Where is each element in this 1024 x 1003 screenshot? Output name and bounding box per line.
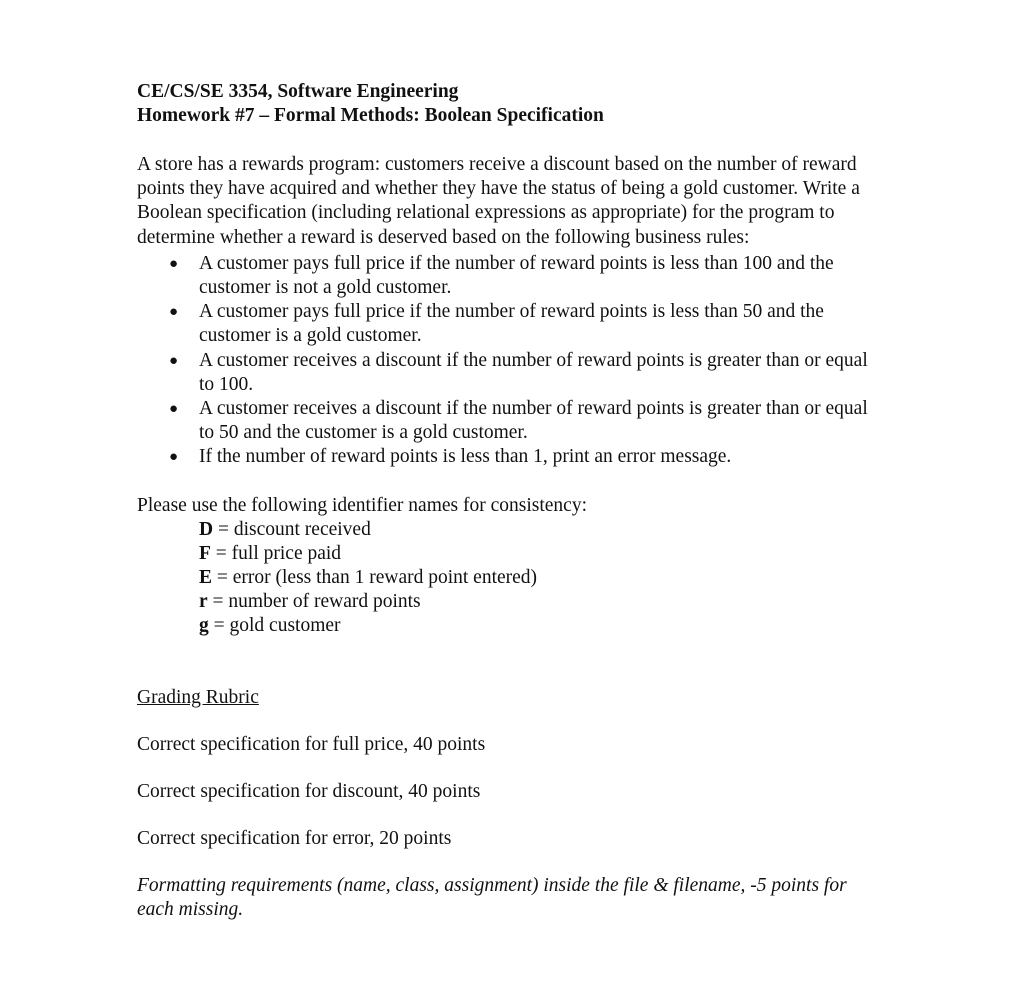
rubric-item-full-price: Correct specification for full price, 40 points [137,733,486,755]
business-rules-list [137,252,897,470]
rubric-item-error: Correct specification for error, 20 points [137,827,452,849]
identifier-symbol: F [199,542,211,564]
identifier-symbol: r [199,590,208,612]
identifier-meaning: = full price paid [210,542,342,564]
bullet-dot-icon: ● [169,449,179,466]
identifiers-intro: Please use the following identifier names for consistency: [137,494,588,516]
list-item [169,349,879,397]
bullet-dot-icon: ● [169,352,179,369]
list-item [169,445,879,469]
rubric-heading: Grading Rubric [137,686,259,708]
identifier-symbol: g [199,614,209,636]
identifier-meaning: = number of reward points [207,590,421,612]
list-item [199,590,897,614]
rule-text: A customer receives a discount if the number of reward points is greater than or equal to 100. [199,349,868,395]
bullet-dot-icon: ● [169,304,179,321]
identifier-symbol: D [199,518,214,540]
list-item [199,518,897,542]
list-item [169,300,879,348]
list-item [199,542,897,566]
identifier-meaning: = error (less than 1 reward point entered) [212,566,538,588]
bullet-dot-icon: ● [169,255,179,272]
rule-text: A customer pays full price if the number of reward points is less than 100 and the customer is not a gold customer. [199,252,834,299]
document-page [137,80,897,922]
list-item [199,566,897,590]
rule-text: A customer pays full price if the number of reward points is less than 50 and the customer is a gold customer. [199,301,824,347]
list-item [169,252,879,300]
formatting-requirements: Formatting requirements (name, class, assignment) inside the file & filename, -5 points for each missing. [137,874,847,920]
identifier-meaning: = gold customer [208,614,341,636]
rule-text: If the number of reward points is less than 1, print an error message. [199,446,732,468]
identifiers-list [199,518,897,638]
identifier-meaning: = discount received [213,518,371,540]
list-item [199,614,897,638]
identifier-symbol: E [199,566,213,588]
intro-paragraph: A store has a rewards program: customers receive a discount based on the number of reward points they have acquired and whether they have the status of being a gold customer. Write a Boolean specification (including relational expressions as appropriate) for the program to determine whether a reward is deserved based on the following business rules: [137,154,860,248]
bullet-dot-icon: ● [169,401,179,418]
list-item [169,397,879,445]
course-title: CE/CS/SE 3354, Software Engineering [137,81,459,102]
rule-text: A customer receives a discount if the number of reward points is greater than or equal to 50 and the customer is a gold customer. [199,398,868,444]
homework-title: Homework #7 – Formal Methods: Boolean Specification [137,105,604,126]
rubric-item-discount: Correct specification for discount, 40 points [137,780,481,802]
